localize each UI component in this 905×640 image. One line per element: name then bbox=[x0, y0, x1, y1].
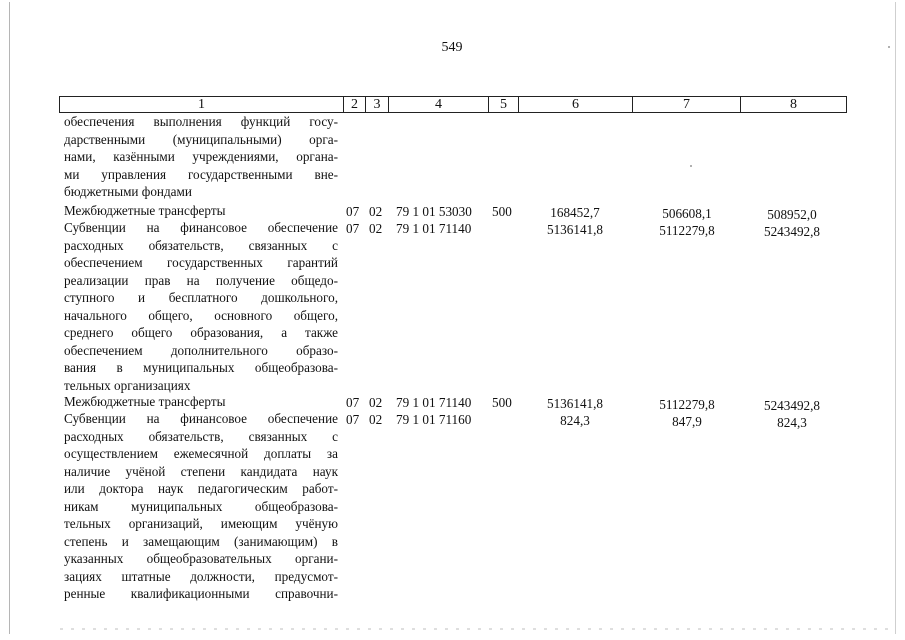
cell-sum-year-1: 5136141,8 bbox=[546, 222, 604, 237]
cell-section: 07 bbox=[346, 395, 360, 410]
cell-sum-year-2: 5112279,8 bbox=[659, 223, 715, 238]
cell-subsection: 02 bbox=[369, 412, 383, 427]
desc-line: Межбюджетные трансферты bbox=[64, 394, 226, 409]
desc-line: среднего общего образования, а также bbox=[64, 325, 338, 340]
row-description bbox=[64, 393, 338, 411]
cell-sum-year-1: 168452,7 bbox=[550, 205, 600, 220]
cell-sum-year-2: 847,9 bbox=[672, 414, 702, 429]
cell-target-article: 79 1 01 71140 bbox=[396, 221, 472, 236]
desc-line: дарственными (муниципальными) орга- bbox=[64, 131, 338, 147]
page-number: 549 bbox=[441, 40, 463, 55]
row-description-continued bbox=[64, 113, 338, 201]
desc-line: тельных организаций, имеющим учёную bbox=[64, 516, 338, 531]
cell-sum-year-3: 508952,0 bbox=[767, 207, 817, 222]
cell-sum-year-3: 5243492,8 bbox=[763, 398, 821, 413]
desc-line: Субвенции на финансовое обеспечение bbox=[64, 220, 338, 235]
cell-sum-year-1: 824,3 bbox=[560, 413, 590, 428]
cell-sum-year-2: 506608,1 bbox=[662, 206, 712, 221]
desc-line: указанных общеобразовательных органи- bbox=[64, 551, 338, 566]
header-col-4: 4 bbox=[389, 97, 489, 112]
desc-line: расходных обязательств, связанных с bbox=[64, 237, 338, 253]
scan-right-edge bbox=[895, 2, 896, 634]
cell-subsection: 02 bbox=[369, 221, 383, 236]
cell-subsection: 02 bbox=[369, 204, 383, 219]
desc-line: обеспечением государственных гарантий bbox=[64, 255, 338, 270]
scan-left-edge bbox=[9, 2, 10, 634]
cell-section: 07 bbox=[346, 204, 360, 219]
header-col-3: 3 bbox=[366, 97, 389, 112]
desc-line: ступного и бесплатного дошкольного, bbox=[64, 290, 338, 305]
cell-sum-year-3: 824,3 bbox=[777, 415, 807, 430]
scan-speck bbox=[690, 165, 692, 167]
header-col-7: 7 bbox=[633, 97, 741, 112]
cell-sum-year-3: 5243492,8 bbox=[763, 224, 821, 239]
desc-line: или доктора наук педагогическим работ- bbox=[64, 481, 338, 496]
desc-line: нами, казёнными учреждениями, органа- bbox=[64, 149, 338, 164]
desc-line: ренные квалификационными справочни- bbox=[64, 586, 338, 601]
scan-speck bbox=[888, 46, 890, 48]
desc-line: ми управления государственными вне- bbox=[64, 166, 338, 182]
desc-line: зациях штатные должности, предусмот- bbox=[64, 568, 338, 584]
desc-line: обеспечения выполнения функций госу- bbox=[64, 114, 338, 129]
desc-line: тельных организациях bbox=[64, 377, 191, 393]
row-description bbox=[64, 410, 338, 603]
cell-expense-type: 500 bbox=[492, 204, 512, 219]
cell-target-article: 79 1 01 71160 bbox=[396, 412, 472, 427]
desc-line: вания в муниципальных общеобразова- bbox=[64, 360, 338, 375]
header-col-2: 2 bbox=[344, 97, 366, 112]
header-col-5: 5 bbox=[489, 97, 519, 112]
desc-line: Межбюджетные трансферты bbox=[64, 203, 226, 218]
desc-line: обеспечением дополнительного образо- bbox=[64, 342, 338, 358]
desc-line: наличие учёной степени кандидата наук bbox=[64, 463, 338, 479]
row-description bbox=[64, 219, 338, 394]
cell-sum-year-1: 5136141,8 bbox=[546, 396, 604, 411]
header-col-8: 8 bbox=[790, 97, 797, 112]
desc-line: степень и замещающим (занимающим) в bbox=[64, 533, 338, 549]
cell-sum-year-2: 5112279,8 bbox=[659, 397, 715, 412]
header-col-6: 6 bbox=[519, 97, 633, 112]
desc-line: осуществлением ежемесячной доплаты за bbox=[64, 446, 338, 461]
header-col-1: 1 bbox=[60, 97, 344, 112]
desc-line: реализации прав на получение общедо- bbox=[64, 272, 338, 288]
cell-section: 07 bbox=[346, 221, 360, 236]
cell-target-article: 79 1 01 71140 bbox=[396, 395, 472, 410]
cell-target-article: 79 1 01 53030 bbox=[396, 204, 472, 219]
table-header-row bbox=[59, 96, 847, 113]
desc-line: никам муниципальных общеобразова- bbox=[64, 498, 338, 514]
desc-line: расходных обязательств, связанных с bbox=[64, 428, 338, 444]
cell-expense-type: 500 bbox=[492, 395, 512, 410]
desc-line: начального общего, основного общего, bbox=[64, 307, 338, 323]
desc-line: Субвенции на финансовое обеспечение bbox=[64, 411, 338, 426]
scan-noise-strip bbox=[60, 628, 890, 630]
cell-section: 07 bbox=[346, 412, 360, 427]
desc-line: бюджетными фондами bbox=[64, 184, 192, 199]
cell-subsection: 02 bbox=[369, 395, 383, 410]
row-description bbox=[64, 202, 338, 220]
